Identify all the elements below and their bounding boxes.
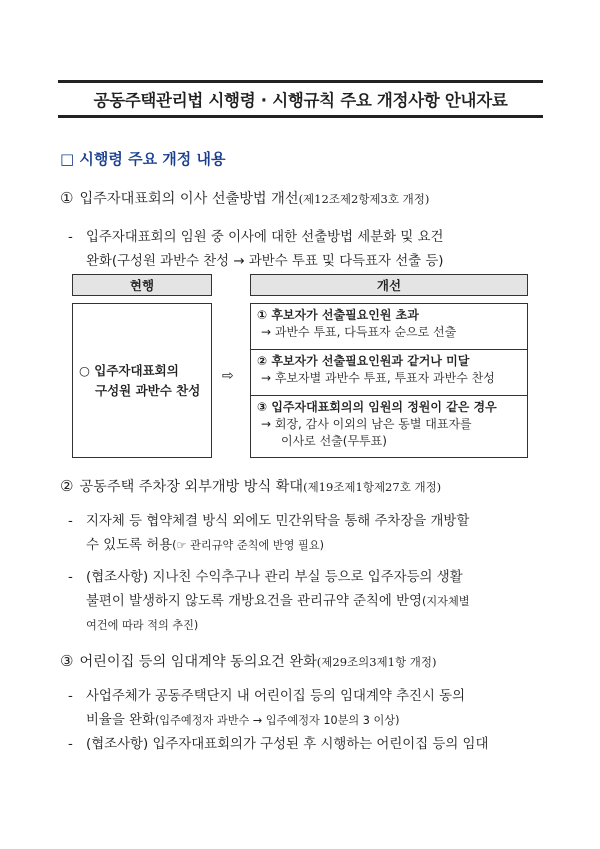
item-3-number: ③ <box>60 652 74 670</box>
item-2-bullet-2-line-1: (협조사항) 지나친 수익추구나 관리 부실 등으로 입주자등의 생활 <box>86 570 463 585</box>
item-1-bullet-line-1: 입주자대표회의 임원 중 이사에 대한 선출방법 세분화 및 요건 <box>86 230 444 245</box>
table-current-cell <box>72 303 212 458</box>
item-2-bullet-1-line-2: 수 있도록 허용(☞ 관리규약 준칙에 반영 필요) <box>86 538 324 553</box>
improved-row-1: ① 후보자가 선출필요인원 초과 → 과반수 투표, 다득표자 순으로 선출 <box>251 304 527 350</box>
item-3-heading <box>60 651 436 671</box>
improved-row-2: ② 후보자가 선출필요인원과 같거나 미달 → 후보자별 과반수 투표, 투표자 과반수 찬성 <box>251 350 527 396</box>
item-1-number: ① <box>60 189 74 207</box>
item-3-text: 어린이집 등의 임대계약 동의요건 완화 <box>79 654 317 670</box>
item-3-bullet-1-note: (입주예정자 과반수 → 입주예정자 10분의 3 이상) <box>154 714 400 727</box>
item-3-bullet-1: - 사업주체가 공동주택단지 내 어린이집 등의 임대계약 추진시 동의 비율을 완화(입주예정자 과반수 → 입주예정자 10분의 3 이상) <box>68 685 546 733</box>
item-3-bullet-1-line-2: 비율을 완화(입주예정자 과반수 → 입주예정자 10분의 3 이상) <box>86 713 400 728</box>
table-improved-header: 개선 <box>250 274 528 296</box>
item-1-heading <box>60 188 429 208</box>
section-heading: □ 시행령 주요 개정 내용 <box>60 150 226 168</box>
item-2-text: 공동주택 주차장 외부개방 방식 확대 <box>79 479 304 495</box>
table-current-header: 현행 <box>72 274 212 296</box>
item-1-text: 입주자대표회의 이사 선출방법 개선 <box>79 191 299 207</box>
table-improved-cell <box>250 303 528 458</box>
right-arrow-icon: ⇨ <box>222 368 234 384</box>
item-2-bullet-2-line-2: 불편이 발생하지 않도록 개방요건을 관리규약 준칙에 반영(지자체별 <box>86 594 470 609</box>
item-3-bullet-2-line-1: (협조사항) 입주자대표회의가 구성된 후 시행하는 어린이집 등의 임대 <box>86 737 489 752</box>
current-line-2: 구성원 과반수 찬성 <box>95 382 201 398</box>
current-line-1: ○ 입주자대표회의 <box>79 362 179 378</box>
item-2-bullet-1-note: (☞ 관리규약 준칙에 반영 필요) <box>172 539 324 552</box>
improved-row-3: ③ 입주자대표회의의 임원의 정원이 같은 경우 → 회장, 감사 이외의 남은 동별 대표자를 이사로 선출(무투표) <box>257 400 497 448</box>
item-3-ref: (제29조의3제1항 개정) <box>316 655 437 669</box>
item-2-heading <box>60 476 441 496</box>
item-3-bullet-1-line-1: 사업주체가 공동주택단지 내 어린이집 등의 임대계약 추진시 동의 <box>86 689 466 704</box>
item-2-bullet-2-note: (지자체별 <box>422 595 470 608</box>
document-title: 공동주택관리법 시행령 · 시행규칙 주요 개정사항 안내자료 <box>93 91 508 110</box>
item-2-bullet-2: - (협조사항) 지나친 수익추구나 관리 부실 등으로 입주자등의 생활 불편이 발생하지 않도록 개방요건을 관리규약 준칙에 반영(지자체별 여건에 따라 적의 추진) <box>68 566 546 638</box>
item-1-bullet: - 입주자대표회의 임원 중 이사에 대한 선출방법 세분화 및 요건 완화(구성원 과반수 찬성 → 과반수 투표 및 다득표자 선출 등) <box>68 226 546 274</box>
item-2-bullet-2-line-3: 여건에 따라 적의 추진) <box>86 619 199 632</box>
item-3-bullet-2: - (협조사항) 입주자대표회의가 구성된 후 시행하는 어린이집 등의 임대 <box>68 733 546 757</box>
item-2-bullet-1-line-1: 지자체 등 협약체결 방식 외에도 민간위탁을 통해 주차장을 개방할 <box>86 514 470 529</box>
item-1-bullet-line-2: 완화(구성원 과반수 찬성 → 과반수 투표 및 다득표자 선출 등) <box>86 254 444 269</box>
item-2-bullet-1: - 지자체 등 협약체결 방식 외에도 민간위탁을 통해 주차장을 개방할 수 있도록 허용(☞ 관리규약 준칙에 반영 필요) <box>68 510 546 558</box>
item-1-ref: (제12조제2항제3호 개정) <box>298 192 430 206</box>
item-2-ref: (제19조제1항제27호 개정) <box>303 480 442 494</box>
document-title-box <box>58 80 543 118</box>
item-2-number: ② <box>60 477 74 495</box>
